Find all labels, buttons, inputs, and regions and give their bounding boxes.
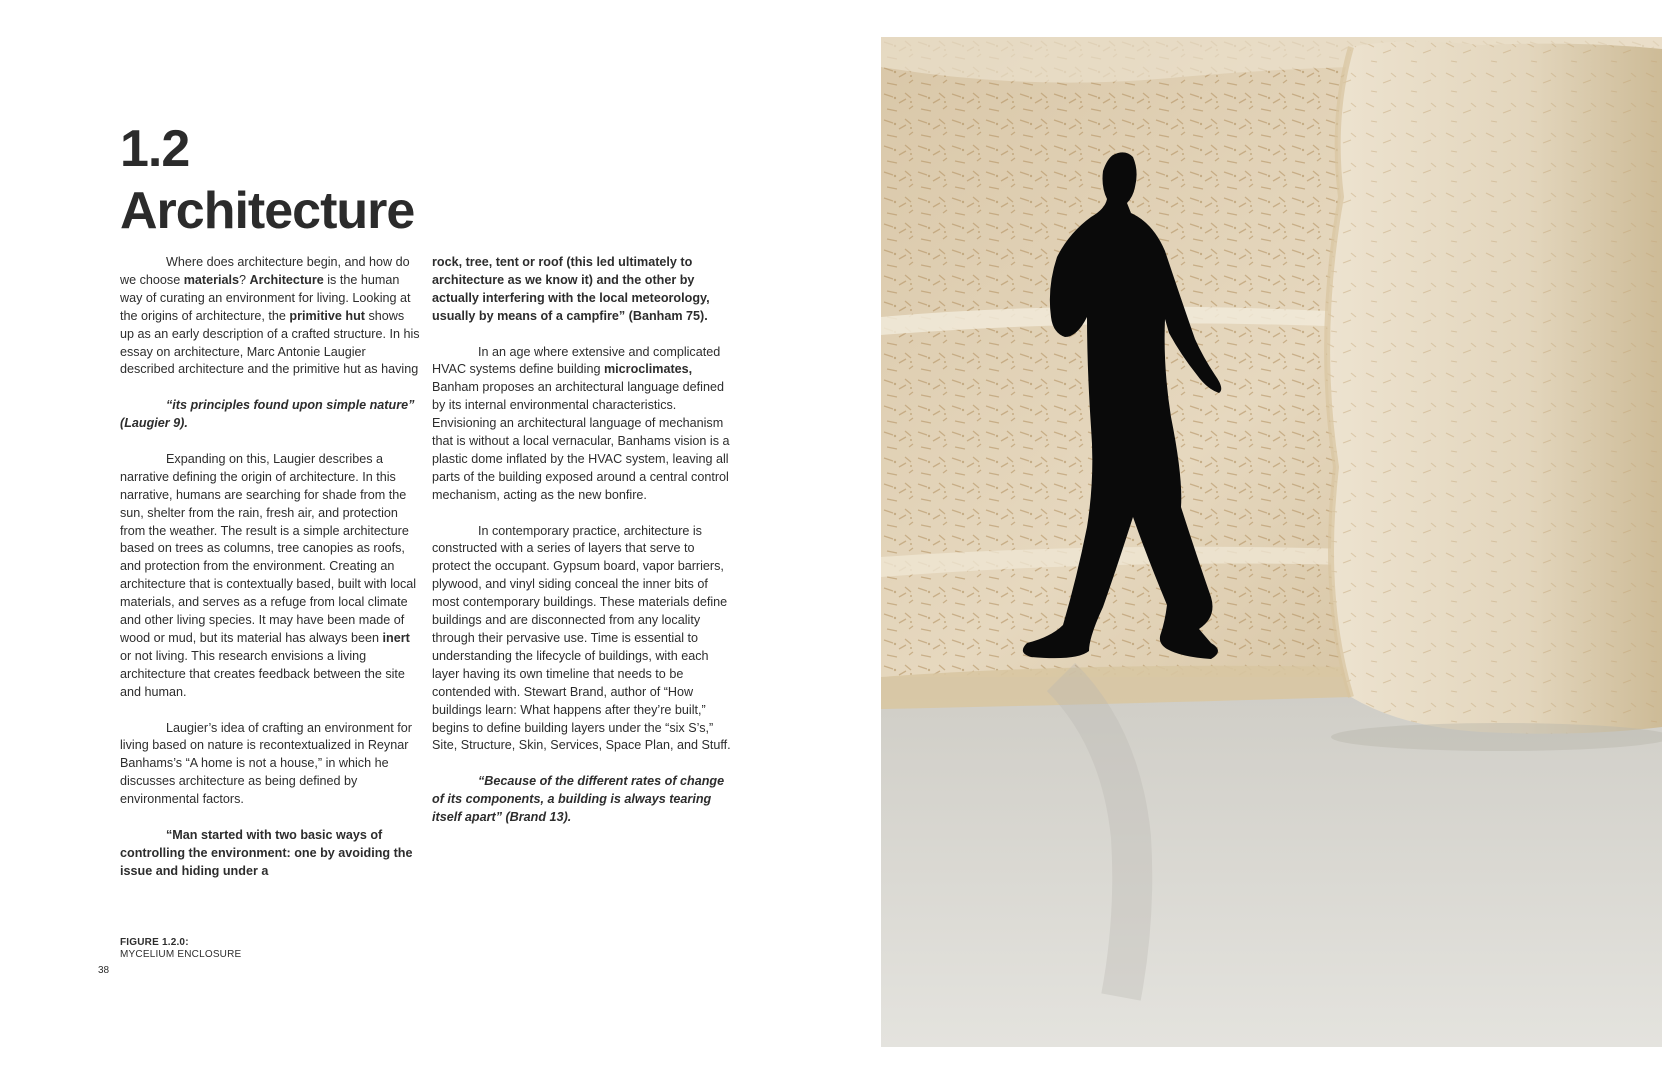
term-microclimates: microclimates, — [603, 362, 693, 377]
figure-caption — [120, 937, 241, 961]
quote-banham-start: “Man started with two basic ways of controlling the environment: one by avoiding the issue and hiding under a — [120, 827, 413, 878]
text-column-left — [120, 254, 420, 881]
quote-banham-continued: rock, tree, tent or roof (this led ultimately to architecture as we know it) and the other by actually interfering with the local meteorology, usually by means of a campfire” (Banham 75). — [432, 255, 710, 323]
quote-laugier: “its principles found upon simple nature” (Laugier 9). — [120, 398, 415, 431]
paragraph-hvac — [432, 344, 736, 505]
text-column-right — [432, 254, 736, 845]
text-run: In an age where extensive and complicated HVAC systems define building — [432, 344, 721, 377]
term-inert: inert — [382, 631, 410, 645]
paragraph-contemporary-practice: In contemporary practice, architecture is constructed with a series of layers that serve to protect the occupant. Gypsum board, vapor barriers, plywood, and vinyl siding conceal the inner bits of most contemporary buildings. These materials define buildings and are disconnected from any locality through their pervasive use. Time is essential to understanding the lifecycle of buildings, with each layer having its own timeline that needs to be contended with. Stewart Brand, author of “How buildings learn: What happens after they’re built,” begins to define building layers under the “six S’s,” Site, Structure, Skin, Services, Space Plan, and Stuff. — [432, 523, 731, 753]
front-block-texture — [1327, 41, 1662, 733]
figure-photo-mycelium-enclosure — [881, 37, 1662, 1047]
section-heading — [120, 118, 414, 242]
text-run: ? — [239, 272, 250, 287]
text-run: Expanding on this, Laugier describes a narrative defining the origin of architecture. In this narrative, humans are searching for shade from the sun, shelter from the rain, fresh air, and protection from the weather. The result is a simple architecture based on trees as columns, tree canopies as roofs, and protection from the environment. Creating an architecture that is contextually based, built with local materials, and serves as a refuge from local climate and other living species. It may have been made of wood or mud, but its material has always been — [120, 451, 417, 645]
photo-illustration — [881, 37, 1662, 1047]
text-run: is the human way of curating an environment for living. Looking at the origins of architecture, the — [120, 272, 411, 323]
figure-title: MYCELIUM ENCLOSURE — [120, 949, 242, 960]
paragraph-banham-intro: Laugier’s idea of crafting an environment for living based on nature is recontextualized in Reynar Banhams’s “A home is not a house,” in which he discusses architecture as being defined by environmental factors. — [120, 720, 412, 807]
text-run: Banham proposes an architectural language defined by its internal environmental characteristics. Envisioning an architectural language of mechanism that is without a local vernacular, Banhams vision is a plastic dome inflated by the HVAC system, leaving all parts of the building exposed around a central control mechanism, acting as the new bonfire. — [432, 380, 730, 502]
section-title: Architecture — [120, 182, 415, 240]
page-number: 38 — [98, 965, 110, 976]
paragraph-laugier-narrative — [120, 451, 420, 702]
figure-label: FIGURE 1.2.0: — [120, 937, 189, 948]
quote-brand: “Because of the different rates of change of its components, a building is always tearing itself apart” (Brand 13). — [432, 774, 725, 825]
term-architecture: Architecture — [249, 272, 324, 287]
section-number: 1.2 — [120, 120, 190, 178]
term-materials: materials — [183, 272, 240, 287]
text-run: shows up as an early description of a crafted structure. In his essay on architecture, Marc Antonie Laugier described architecture and the primitive hut as having — [120, 308, 420, 377]
front-block-shadow — [1331, 723, 1662, 751]
term-primitive-hut: primitive hut — [289, 308, 365, 323]
paragraph-intro — [120, 254, 420, 379]
text-run: Where does architecture begin, and how do we choose — [120, 255, 410, 287]
text-run: or not living. This research envisions a living architecture that creates feedback between the site and human. — [120, 648, 405, 699]
